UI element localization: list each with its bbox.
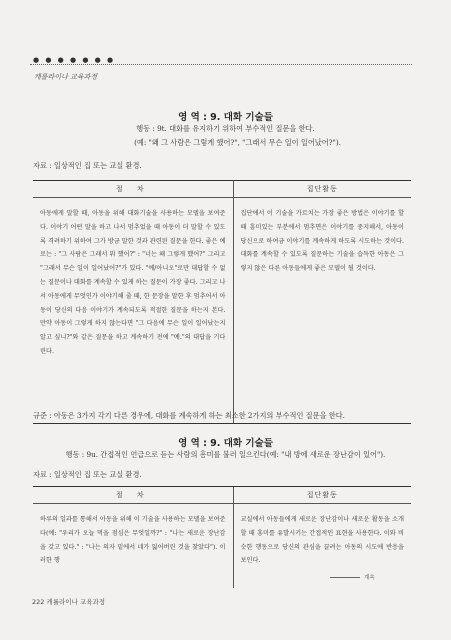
group-activity-header: 집단활동 — [233, 181, 411, 198]
procedure-header: 절 차 — [33, 487, 233, 504]
section2-activity-table — [33, 486, 411, 588]
page-number: 222 캐롤라이나 교육과정 — [32, 598, 106, 606]
procedure-header: 절 차 — [33, 181, 233, 198]
procedure-text: 하루의 일과를 통해서 아동을 위해 이 기술을 사용하는 모델을 보여준다(예: "우리가 오늘 먹을 점심은 무엇일까?" : "나는 새로운 장난감을 갖고 있다." : "나는 의자 밑에서 네가 잃어버린 것을 찾았다"). 이러한 행 — [40, 516, 226, 565]
section2-title: 영 역 : 9. 대화 기술들 — [178, 438, 273, 449]
section1-materials: 자료 : 일상적인 집 또는 교실 환경. — [33, 161, 142, 170]
group-activity-text: 집단에서 이 기술을 가르치는 가장 좋은 방법은 이야기를 할 때 흥미있는 부분에서 멈추면은 이야기를 중지해서, 아동이 당신으로 하여금 이야기를 계속하게 하도록 시도하는 것이다. 대화를 계속할 수 있도록 질문하는 기술을 습득한 아동은 그렇지 않은 다른 아동들에게 좋은 모델이 될 것이다. — [233, 198, 411, 424]
procedure-text: 아동에게 말할 때, 아동을 위해 대화기술을 사용하는 모델을 보여준다. 이야기 어떤 말을 하고 나서 멈추었을 때 아동이 더 말할 수 있도록 격려하기 위하여 그가 방금 말한 것과 관련된 질문을 한다. 좋은 예로는 : "그 사람은 그래서 뭐 했어?" : "너는 왜 그렇게 했어?" 그리고 "그래서 무슨 일이 일어났어?"가 있다. "예/아니오"로만 대답할 수 없는 질문이나 대화를 계속할 수 있게 하는 질문이 가장 좋다. 그리고 나서 아동에게 무엇인가 이야기해 줄 때, 한 문장을 말한 후 멈추어서 아동이 당신의 다음 이야기가 계속되도록 적절한 질문을 하는지 본다. 만약 아동이 그렇게 하지 않는다면 "그 다음에 무슨 일이 일어났는지 알고 싶니?"와 같은 질문을 하고 계속하기 전에 "예."의 대답을 기다린다. — [33, 198, 233, 424]
section2-behavior: 행동 : 9u. 간접적인 언급으로 듣는 사람의 흥미를 불러 일으킨다(예: "내 방에 새로운 장난감이 있어"). — [65, 450, 386, 459]
group-activity-text: 교실에서 아동들에게 새로운 장난감이나 새로운 활동을 소개할 때 흥미를 유발시키는 간접적인 표현을 사용한다. 이와 비슷한 행동으로 당신의 관심을 끌려는 아동의 시도에 반응을 보인다. — [233, 504, 411, 588]
continued-rule — [330, 577, 360, 578]
header-rule — [30, 64, 412, 65]
running-header: 캐롤라이나 교육과정 — [34, 73, 98, 81]
continued-label: 계속 — [364, 575, 375, 581]
section1-title: 영 역 : 9. 대화 기술들 — [178, 112, 273, 123]
section1-criterion: 규준 : 아동은 3가지 각기 다른 경우에, 대화를 계속하게 하는 최소한 2가지의 부수적인 질문을 한다. — [33, 411, 345, 420]
section1-behavior: 행동 : 9t. 대화를 유지하기 위하여 부수적인 질문을 한다. — [136, 124, 315, 133]
section2-materials: 자료 : 일상적인 집 또는 교실 환경. — [33, 470, 142, 479]
section1-activity-table — [33, 180, 411, 424]
group-activity-header: 집단활동 — [233, 487, 411, 504]
section1-example: (예: "왜 그 사람은 그렇게 했어?", "그래서 무슨 일이 일어났어?"). — [134, 138, 341, 147]
header-dots: ● ● ● ● ● ● ● — [33, 56, 116, 64]
